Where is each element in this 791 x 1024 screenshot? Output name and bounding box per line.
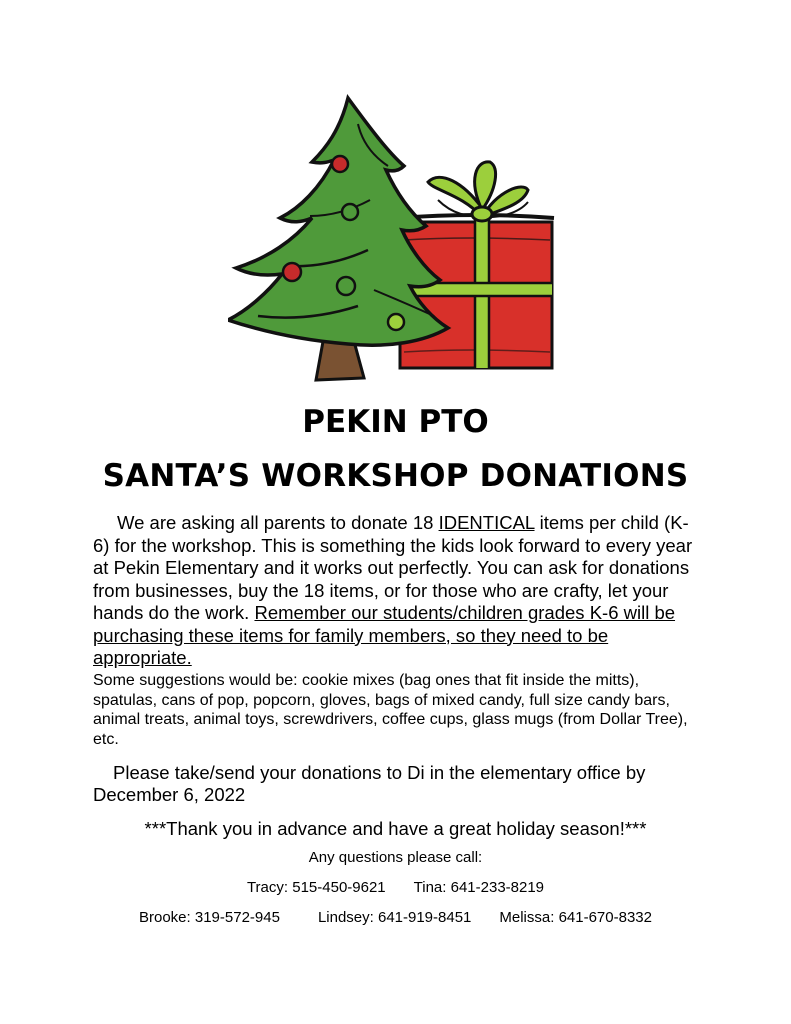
ornament-icon	[388, 314, 404, 330]
contact-melissa: Melissa: 641-670-8332	[499, 909, 652, 926]
thank-you-line: ***Thank you in advance and have a great holiday season!***	[144, 818, 647, 839]
dropoff-text: Please take/send your donations to Di in the elementary office by December 6, 2022	[93, 762, 646, 805]
identical-emphasis: IDENTICAL	[438, 512, 535, 533]
ornament-icon	[332, 156, 348, 172]
dropoff-paragraph	[93, 762, 703, 805]
questions-line: Any questions please call:	[308, 849, 483, 866]
contact-lindsey: Lindsey: 641-919-8451	[317, 909, 472, 926]
christmas-tree-present-illustration	[228, 90, 564, 390]
ornament-icon	[337, 277, 355, 295]
intro-paragraph	[93, 512, 703, 670]
ornament-icon	[342, 204, 358, 220]
intro-text-middle: items per child (K-6) for the workshop. This is something the kids look forward to every year at Pekin Elementary and it works out perfectly. You can ask for donations from businesses, buy the 18 items, or for those who are crafty, let your hands do the work.	[93, 512, 693, 623]
contacts-row-1	[0, 879, 791, 896]
contact-tina: Tina: 641-233-8219	[413, 879, 545, 896]
intro-text-start: We are asking all parents to donate 18	[117, 512, 439, 533]
page-title: PEKIN PTO	[302, 404, 489, 440]
page-subtitle: SANTA’S WORKSHOP DONATIONS	[102, 458, 689, 494]
contact-tracy: Tracy: 515-450-9621	[246, 879, 386, 896]
ornament-icon	[283, 263, 301, 281]
suggestions-paragraph: Some suggestions would be: cookie mixes (bag ones that fit inside the mitts), spatulas, cans of pop, popcorn, gloves, bags of mixed candy, full size candy bars, animal treats, animal toys, screwdrivers, coffee cups, glass mugs (from Dollar Tree), etc.	[93, 672, 688, 748]
contact-brooke: Brooke: 319-572-945	[139, 909, 280, 926]
reminder-text: Remember our students/children grades K-6 will be purchasing these items for family members, so they need to be appropriate.	[93, 602, 676, 668]
contacts-row-2	[0, 909, 791, 926]
